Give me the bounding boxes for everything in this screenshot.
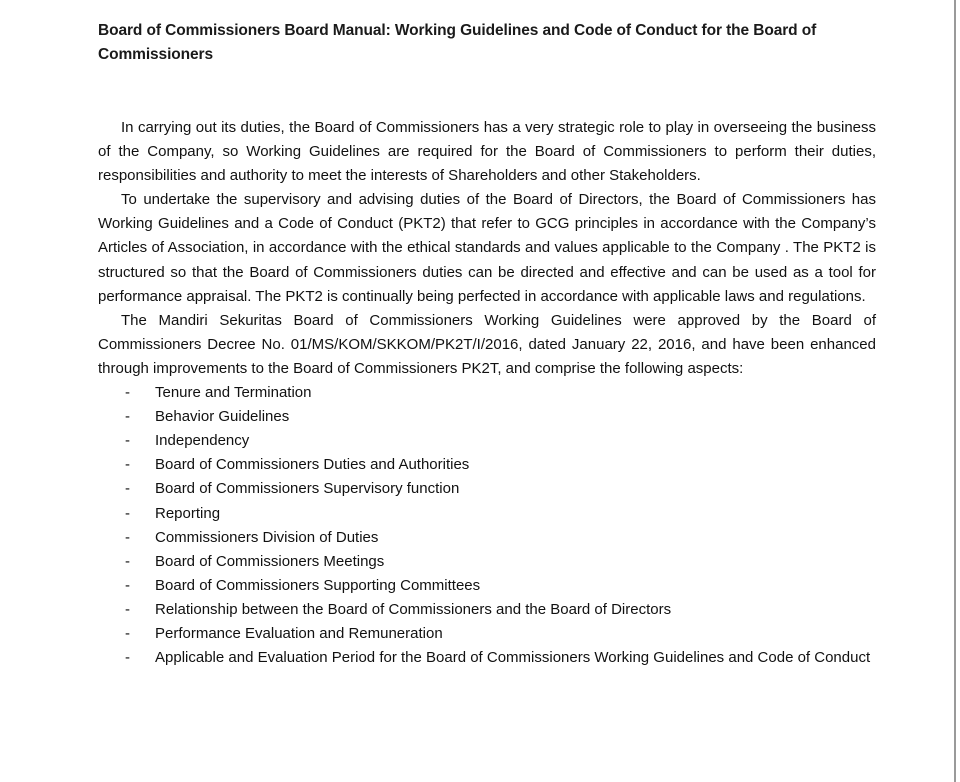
bullet-dash: - bbox=[125, 432, 130, 450]
list-item bbox=[98, 598, 876, 622]
list-item bbox=[98, 453, 876, 477]
list-item-text: Commissioners Division of Duties bbox=[155, 528, 379, 546]
list-item-text: Board of Commissioners Supervisory function bbox=[155, 480, 460, 498]
bullet-dash: - bbox=[125, 528, 130, 546]
bullet-dash: - bbox=[125, 456, 130, 474]
list-item bbox=[98, 526, 876, 550]
page-edge-divider bbox=[954, 0, 956, 782]
list-item-text: Performance Evaluation and Remuneration bbox=[155, 624, 443, 642]
bullet-dash: - bbox=[125, 576, 130, 594]
bullet-dash: - bbox=[125, 600, 130, 618]
list-item bbox=[98, 429, 876, 453]
list-item bbox=[98, 574, 876, 598]
list-item bbox=[98, 405, 876, 429]
list-item-text: Tenure and Termination bbox=[155, 384, 312, 402]
list-item-text: Board of Commissioners Meetings bbox=[155, 552, 385, 570]
bullet-dash: - bbox=[125, 504, 130, 522]
list-item-text: Board of Commissioners Duties and Authorities bbox=[155, 456, 470, 474]
list-item-text: Reporting bbox=[155, 504, 221, 522]
aspects-list bbox=[98, 381, 876, 670]
bullet-dash: - bbox=[125, 624, 130, 642]
list-item bbox=[98, 381, 876, 405]
document-body bbox=[98, 116, 876, 670]
list-item bbox=[98, 502, 876, 526]
list-item bbox=[98, 477, 876, 501]
list-item-text: Board of Commissioners Supporting Committees bbox=[155, 576, 481, 594]
list-item-text: Independency bbox=[155, 432, 250, 450]
list-item-text: Applicable and Evaluation Period for the Board of Commissioners Working Guidelines and Code of Conduct bbox=[155, 649, 871, 667]
paragraph: The Mandiri Sekuritas Board of Commissioners Working Guidelines were approved by the Board of Commissioners Decree No. 01/MS/KOM/SKKOM/PK2T/I/2016, dated January 22, 2016, and have been enhanced through improvements to the Board of Commissioners PK2T, and comprise the following aspects: bbox=[98, 311, 876, 377]
paragraph: To undertake the supervisory and advising duties of the Board of Directors, the Board of Commissioners has Working Guidelines and a Code of Conduct (PKT2) that refer to GCG principles in accordance with the Company’s Articles of Association, in accordance with the ethical standards and values applicable to the Company . The PKT2 is structured so that the Board of Commissioners duties can be directed and effective and can be used as a tool for performance appraisal. The PKT2 is continually being perfected in accordance with applicable laws and regulations. bbox=[98, 191, 876, 305]
list-item bbox=[98, 550, 876, 574]
list-item-text: Relationship between the Board of Commissioners and the Board of Directors bbox=[155, 600, 672, 618]
list-item-text: Behavior Guidelines bbox=[155, 408, 290, 426]
list-item bbox=[98, 622, 876, 646]
bullet-dash: - bbox=[125, 552, 130, 570]
list-item bbox=[98, 646, 876, 670]
paragraph: In carrying out its duties, the Board of Commissioners has a very strategic role to play in overseeing the business of the Company, so Working Guidelines are required for the Board of Commissioners to perform their duties, responsibilities and authority to meet the interests of Shareholders and other Stakeholders. bbox=[98, 119, 876, 185]
bullet-dash: - bbox=[125, 480, 130, 498]
document-title: Board of Commissioners Board Manual: Working Guidelines and Code of Conduct for the Board of Commissioners bbox=[98, 22, 817, 63]
bullet-dash: - bbox=[125, 408, 130, 426]
bullet-dash: - bbox=[125, 649, 130, 667]
bullet-dash: - bbox=[125, 384, 130, 402]
